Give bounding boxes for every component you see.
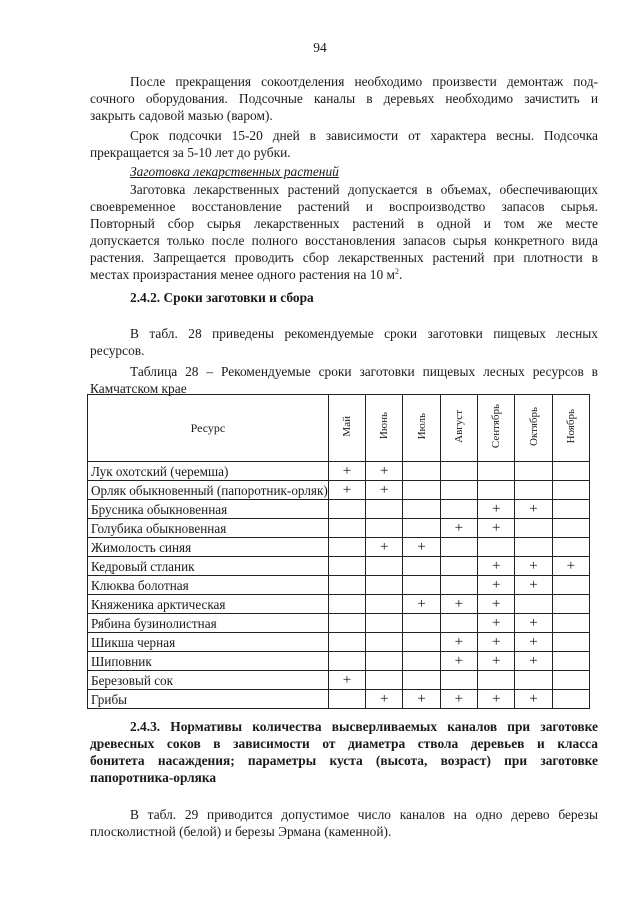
month-cell bbox=[366, 519, 403, 538]
month-header: Май bbox=[328, 395, 365, 462]
month-cell bbox=[328, 557, 365, 576]
table-row bbox=[88, 652, 590, 671]
month-cell bbox=[328, 690, 365, 709]
month-cell: + bbox=[478, 652, 515, 671]
month-cell: + bbox=[366, 690, 403, 709]
resource-name: Шикша черная bbox=[88, 633, 329, 652]
text-line: Повторный сбор сырья лекарственных растений в одной и том же месте bbox=[90, 216, 598, 231]
resource-name: Шиповник bbox=[88, 652, 329, 671]
resource-name: Березовый сок bbox=[88, 671, 329, 690]
page-number: 94 bbox=[313, 40, 327, 55]
month-cell: + bbox=[478, 614, 515, 633]
table-row bbox=[88, 576, 590, 595]
month-cell bbox=[552, 500, 589, 519]
month-cell bbox=[366, 652, 403, 671]
table-body bbox=[88, 462, 590, 709]
month-cell: + bbox=[403, 595, 440, 614]
text-line: В табл. 29 приводится допустимое число каналов на одно дерево березы bbox=[130, 807, 598, 822]
resource-name: Брусника обыкновенная bbox=[88, 500, 329, 519]
resource-name: Голубика обыкновенная bbox=[88, 519, 329, 538]
month-cell bbox=[478, 671, 515, 690]
resource-header: Ресурс bbox=[88, 395, 329, 462]
section-heading-2-4-2 bbox=[90, 289, 598, 306]
month-header: Октябрь bbox=[515, 395, 552, 462]
resource-name: Клюква болотная bbox=[88, 576, 329, 595]
month-cell bbox=[366, 671, 403, 690]
month-cell bbox=[552, 481, 589, 500]
month-cell bbox=[366, 633, 403, 652]
month-cell bbox=[366, 595, 403, 614]
subheading-medicinal bbox=[90, 163, 598, 180]
text-line: Заготовка лекарственных растений допускается в объемах, обеспечивающих bbox=[130, 182, 598, 197]
month-cell bbox=[552, 538, 589, 557]
month-cell: + bbox=[328, 671, 365, 690]
month-cell bbox=[440, 538, 477, 557]
month-cell bbox=[552, 519, 589, 538]
month-cell bbox=[328, 576, 365, 595]
month-cell bbox=[328, 595, 365, 614]
month-cell bbox=[440, 557, 477, 576]
month-cell bbox=[478, 462, 515, 481]
heading-text: бонитета насаждения; параметры куста (высота, возраст) при заготовке bbox=[90, 753, 598, 768]
subheading-text: Заготовка лекарственных растений bbox=[130, 164, 339, 179]
text-line: допускается только после полного восстановления запасов сырья конкретного вида bbox=[90, 233, 598, 248]
table-row bbox=[88, 595, 590, 614]
text-line: сочного оборудования. Подсочные каналы в деревьях необходимо зачистить и bbox=[90, 91, 598, 106]
month-cell bbox=[515, 519, 552, 538]
month-cell: + bbox=[552, 557, 589, 576]
resource-name: Лук охотский (черемша) bbox=[88, 462, 329, 481]
month-cell: + bbox=[478, 633, 515, 652]
month-cell bbox=[328, 652, 365, 671]
month-cell bbox=[403, 633, 440, 652]
month-cell bbox=[552, 671, 589, 690]
month-cell: + bbox=[478, 690, 515, 709]
month-cell: + bbox=[403, 538, 440, 557]
month-cell: + bbox=[328, 481, 365, 500]
month-cell: + bbox=[478, 595, 515, 614]
month-cell bbox=[328, 538, 365, 557]
month-cell bbox=[366, 500, 403, 519]
month-cell bbox=[403, 671, 440, 690]
month-cell bbox=[328, 633, 365, 652]
table-row bbox=[88, 500, 590, 519]
text-line: растения. Запрещается проводить сбор лекарственных растений при плотности в bbox=[90, 250, 598, 265]
month-cell bbox=[515, 481, 552, 500]
month-cell bbox=[515, 462, 552, 481]
text-line: плосколистной (белой) и березы Эрмана (каменной). bbox=[90, 824, 392, 839]
heading-text: папоротника-орляка bbox=[90, 770, 217, 785]
month-cell: + bbox=[403, 690, 440, 709]
text-line: своевременное восстановление растений и воспроизводство запасов сырья. bbox=[90, 199, 598, 214]
month-header: Июнь bbox=[366, 395, 403, 462]
month-cell: + bbox=[440, 633, 477, 652]
text-line: После прекращения сокоотделения необходимо произвести демонтаж под- bbox=[130, 74, 598, 89]
month-cell: + bbox=[515, 614, 552, 633]
month-cell bbox=[403, 481, 440, 500]
month-header: Ноябрь bbox=[552, 395, 589, 462]
month-cell bbox=[515, 595, 552, 614]
month-cell: + bbox=[515, 500, 552, 519]
month-cell bbox=[328, 519, 365, 538]
text-line bbox=[90, 266, 598, 283]
paragraph-sap-end bbox=[90, 73, 598, 124]
month-cell bbox=[403, 519, 440, 538]
month-cell bbox=[403, 614, 440, 633]
month-cell: + bbox=[440, 519, 477, 538]
month-header: Сентябрь bbox=[478, 395, 515, 462]
text-fragment: местах произрастания менее одного растения на 10 м bbox=[90, 267, 395, 282]
month-cell bbox=[552, 614, 589, 633]
month-cell bbox=[552, 652, 589, 671]
resource-name: Жимолость синяя bbox=[88, 538, 329, 557]
month-cell: + bbox=[440, 652, 477, 671]
month-cell bbox=[366, 576, 403, 595]
month-cell: + bbox=[478, 557, 515, 576]
table-row bbox=[88, 519, 590, 538]
month-cell: + bbox=[440, 690, 477, 709]
table-row bbox=[88, 614, 590, 633]
paragraph-sap-period bbox=[90, 127, 598, 161]
text-line: закрыть садовой мазью (варом). bbox=[90, 108, 273, 123]
table-row bbox=[88, 538, 590, 557]
resource-name: Орляк обыкновенный (папоротник-орляк) bbox=[88, 481, 329, 500]
month-cell bbox=[515, 538, 552, 557]
text-line: прекращается за 5-10 лет до рубки. bbox=[90, 145, 291, 160]
month-cell: + bbox=[366, 481, 403, 500]
month-cell: + bbox=[478, 500, 515, 519]
month-cell bbox=[403, 557, 440, 576]
text-line: Камчатском крае bbox=[90, 381, 187, 396]
table-row bbox=[88, 462, 590, 481]
month-cell: + bbox=[328, 462, 365, 481]
table-row bbox=[88, 481, 590, 500]
table-caption bbox=[90, 363, 598, 397]
month-cell: + bbox=[515, 690, 552, 709]
month-cell bbox=[366, 557, 403, 576]
month-cell: + bbox=[366, 538, 403, 557]
month-cell: + bbox=[440, 595, 477, 614]
paragraph-table-ref bbox=[90, 325, 598, 359]
text-line: В табл. 28 приведены рекомендуемые сроки заготовки пищевых лесных bbox=[130, 326, 598, 341]
month-cell bbox=[403, 462, 440, 481]
month-cell bbox=[440, 500, 477, 519]
heading-text: 2.4.3. Нормативы количества высверливаемых каналов при заготовке bbox=[130, 719, 598, 734]
month-cell: + bbox=[515, 576, 552, 595]
month-cell bbox=[440, 614, 477, 633]
month-cell: + bbox=[478, 519, 515, 538]
table-row bbox=[88, 633, 590, 652]
table-row bbox=[88, 690, 590, 709]
section-heading-2-4-3 bbox=[90, 718, 598, 786]
month-cell: + bbox=[515, 557, 552, 576]
month-cell bbox=[552, 576, 589, 595]
table-header-row bbox=[88, 395, 590, 462]
month-header: Июль bbox=[403, 395, 440, 462]
paragraph-medicinal bbox=[90, 181, 598, 283]
month-cell bbox=[515, 671, 552, 690]
month-cell bbox=[440, 671, 477, 690]
month-cell bbox=[552, 690, 589, 709]
resource-name: Грибы bbox=[88, 690, 329, 709]
text-line: Срок подсочки 15-20 дней в зависимости от характера весны. Подсочка bbox=[130, 128, 598, 143]
month-cell bbox=[440, 481, 477, 500]
month-cell bbox=[552, 633, 589, 652]
heading-text: древесных соков в зависимости от диаметра ствола деревьев и класса bbox=[90, 736, 598, 751]
text-fragment: . bbox=[398, 267, 403, 282]
resource-name: Рябина бузинолистная bbox=[88, 614, 329, 633]
month-cell bbox=[328, 614, 365, 633]
month-cell bbox=[478, 481, 515, 500]
paragraph-table29-ref bbox=[90, 806, 598, 840]
table-row bbox=[88, 671, 590, 690]
month-cell bbox=[328, 500, 365, 519]
month-cell bbox=[440, 576, 477, 595]
month-cell: + bbox=[366, 462, 403, 481]
month-cell bbox=[403, 576, 440, 595]
month-cell: + bbox=[478, 576, 515, 595]
month-cell bbox=[403, 500, 440, 519]
resource-name: Княженика арктическая bbox=[88, 595, 329, 614]
superscript: 2 bbox=[394, 267, 399, 276]
heading-text: 2.4.2. Сроки заготовки и сбора bbox=[130, 290, 314, 305]
harvest-table bbox=[87, 394, 590, 709]
text-line: ресурсов. bbox=[90, 343, 145, 358]
month-cell bbox=[440, 462, 477, 481]
month-cell: + bbox=[515, 633, 552, 652]
table-row bbox=[88, 557, 590, 576]
month-cell: + bbox=[515, 652, 552, 671]
month-cell bbox=[552, 462, 589, 481]
resource-name: Кедровый стланик bbox=[88, 557, 329, 576]
month-cell bbox=[552, 595, 589, 614]
text-line: Таблица 28 – Рекомендуемые сроки заготовки пищевых лесных ресурсов в bbox=[130, 364, 598, 379]
month-header: Август bbox=[440, 395, 477, 462]
month-cell bbox=[403, 652, 440, 671]
month-cell bbox=[366, 614, 403, 633]
month-cell bbox=[478, 538, 515, 557]
